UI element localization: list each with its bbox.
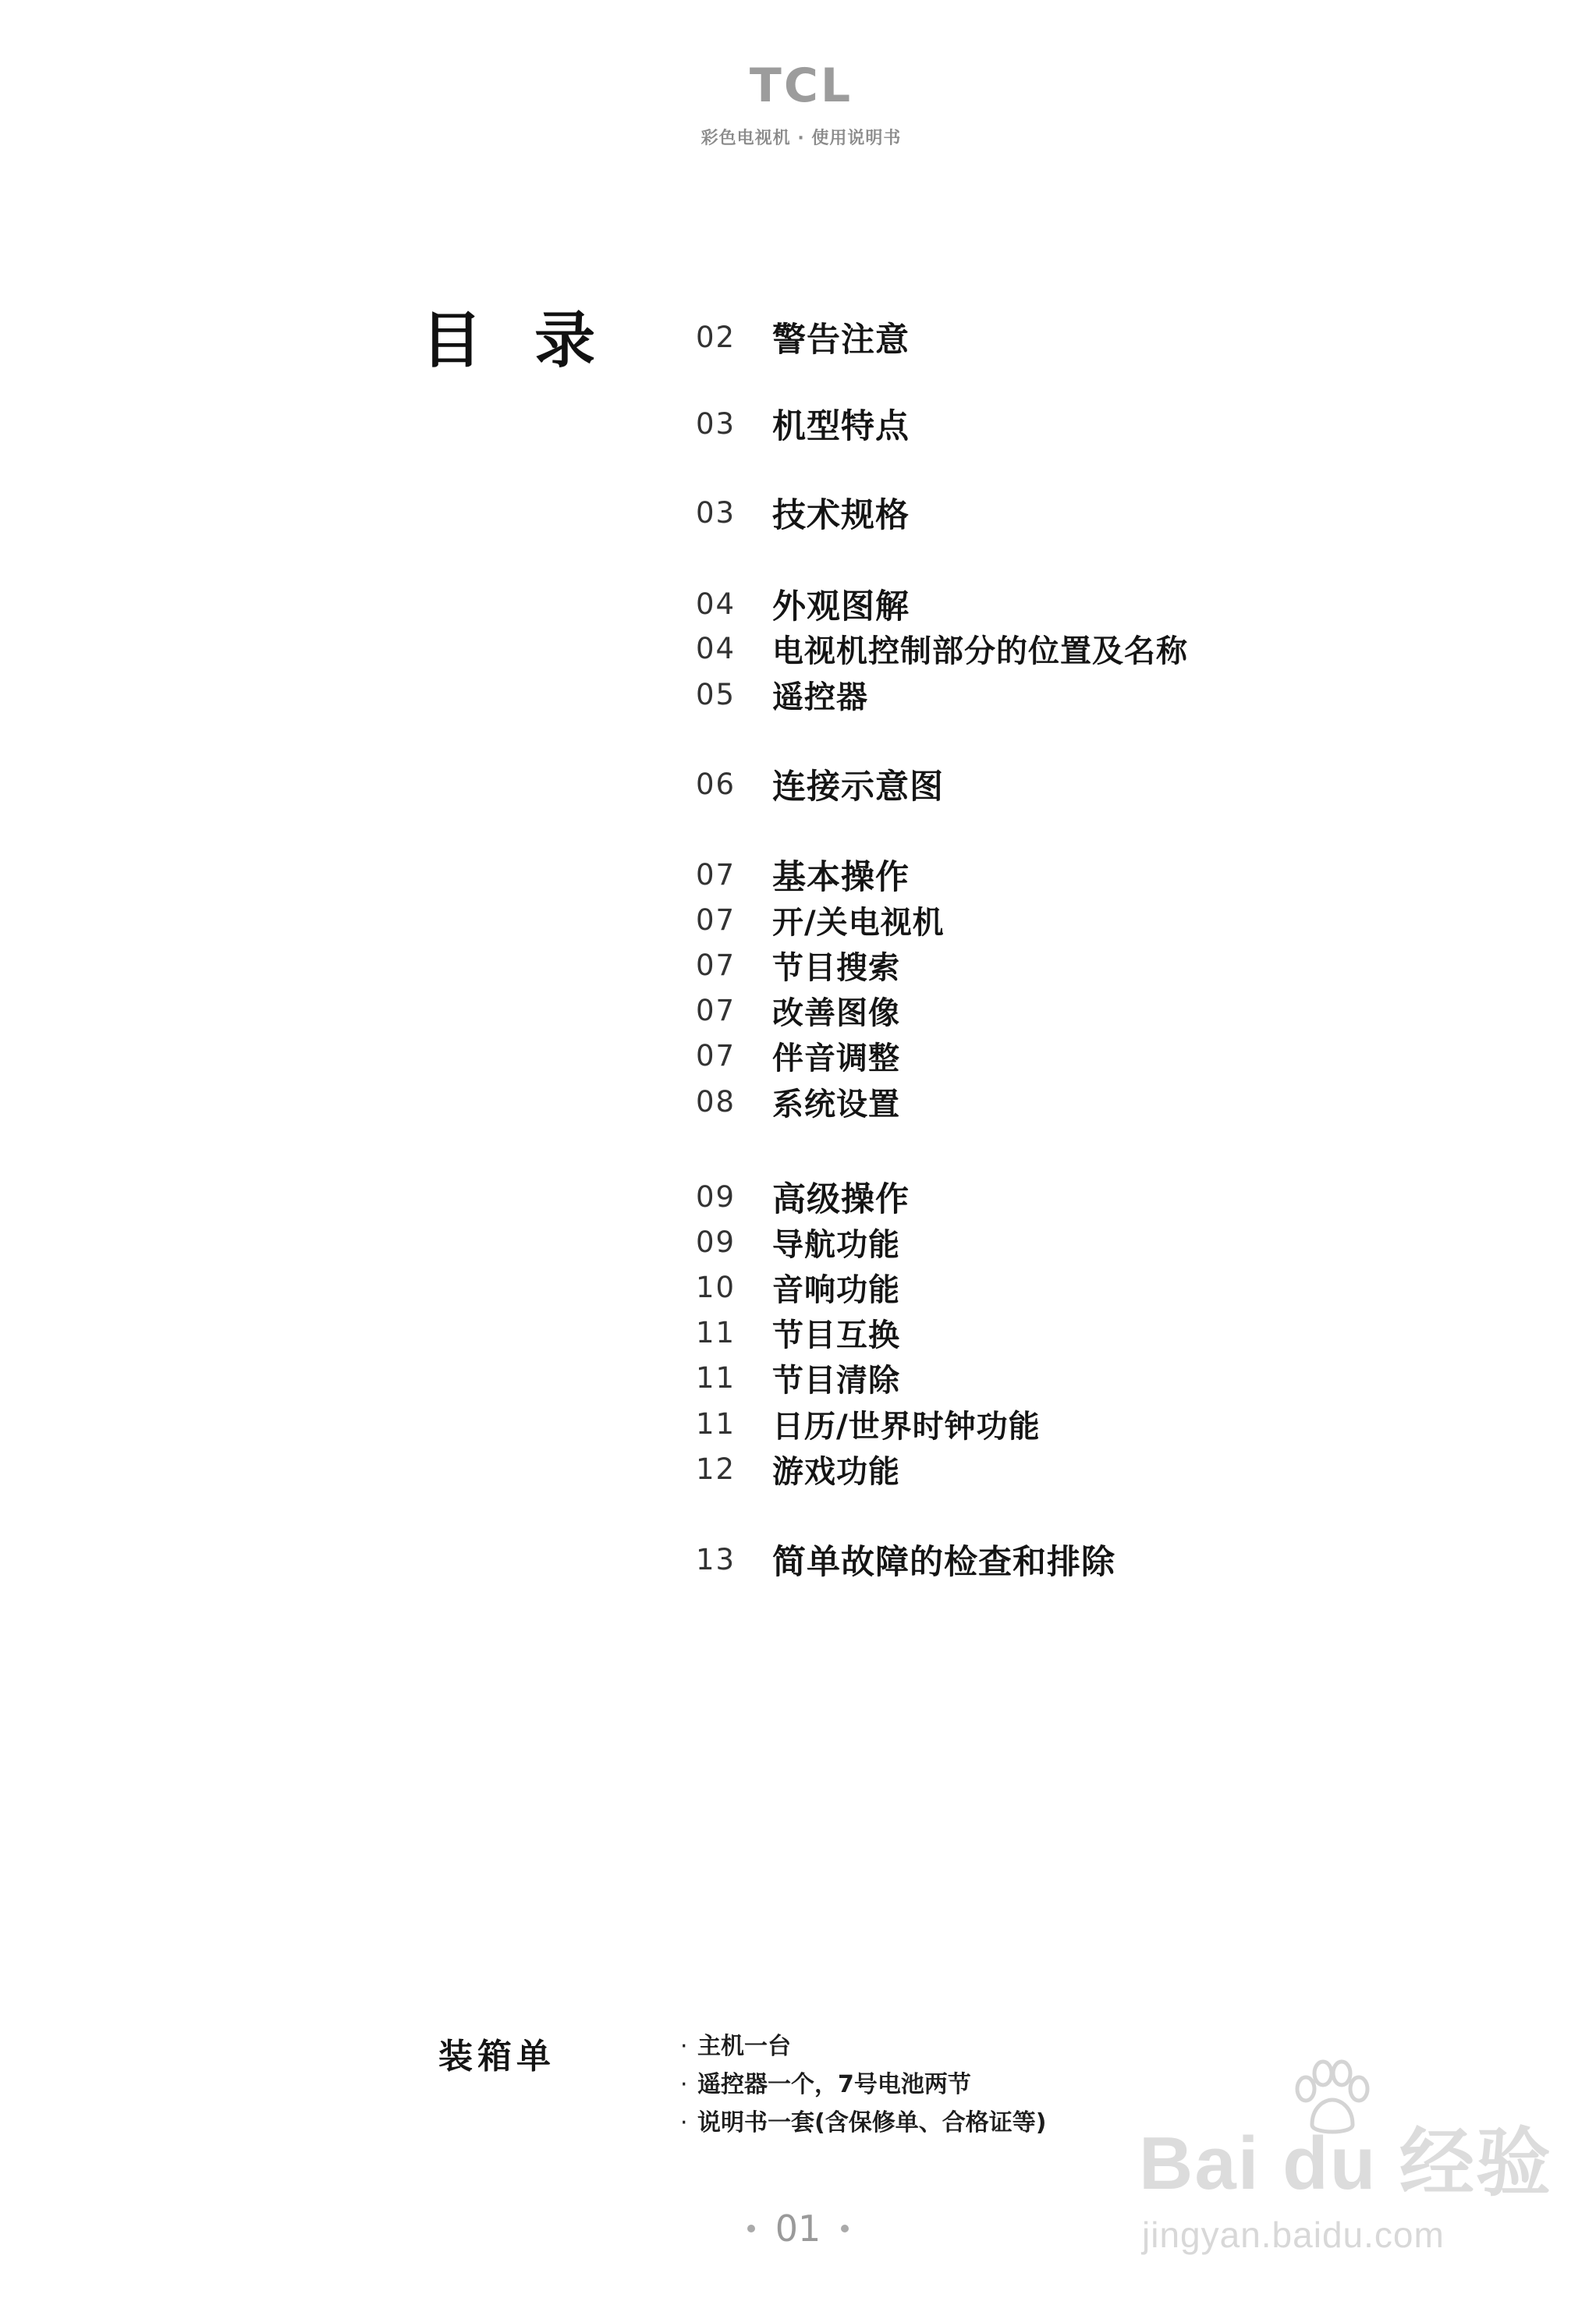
toc-entry-label: 机型特点 <box>772 406 910 446</box>
toc-entry-label: 高级操作 <box>772 1179 910 1219</box>
toc-page-number: 06 <box>696 767 736 801</box>
toc-entry[interactable] <box>696 1447 900 1491</box>
toc-entry-label: 改善图像 <box>772 995 900 1031</box>
toc-page-number: 11 <box>696 1315 736 1349</box>
packing-item-text: 主机一台 <box>697 2033 791 2060</box>
toc-entry-label: 导航功能 <box>772 1226 900 1263</box>
toc-entry[interactable] <box>696 672 868 716</box>
toc-entry[interactable] <box>696 1265 900 1309</box>
packing-item-text: 遥控器一个，7号电池两节 <box>697 2071 971 2098</box>
toc-page-number: 07 <box>696 1038 736 1073</box>
watermark-url: jingyan.baidu.com <box>1142 2215 1445 2255</box>
toc-page-number: 07 <box>696 857 736 892</box>
toc-title: 目 录 <box>421 306 612 376</box>
toc-entry[interactable] <box>696 402 910 445</box>
toc-page-number: 02 <box>696 320 736 354</box>
toc-entry-label: 音响功能 <box>772 1271 900 1308</box>
toc-page-number: 03 <box>696 406 736 441</box>
toc-entry[interactable] <box>696 1402 1041 1445</box>
dot-icon <box>841 2225 849 2232</box>
packing-list-item <box>680 2027 791 2061</box>
toc-page-number: 05 <box>696 677 736 711</box>
toc-entry-label: 节目清除 <box>772 1362 900 1399</box>
bullet-dot-icon: · <box>680 2109 688 2137</box>
toc-page-number: 11 <box>696 1406 736 1441</box>
toc-page-number: 04 <box>696 631 736 665</box>
toc-entry[interactable] <box>696 582 910 626</box>
dot-icon <box>747 2225 755 2232</box>
toc-entry-label: 节目搜索 <box>772 949 900 986</box>
toc-entry[interactable] <box>696 762 944 806</box>
toc-page-number: 12 <box>696 1452 736 1486</box>
toc-entry-label: 游戏功能 <box>772 1453 900 1490</box>
toc-entry-label: 伴音调整 <box>772 1040 900 1076</box>
page-number-text: 01 <box>775 2207 821 2250</box>
toc-page-number: 11 <box>696 1360 736 1395</box>
toc-entry-label: 电视机控制部分的位置及名称 <box>772 633 1188 669</box>
toc-entry[interactable] <box>696 491 910 534</box>
toc-entry[interactable] <box>696 988 900 1032</box>
toc-entry[interactable] <box>696 315 910 359</box>
toc-page-number: 13 <box>696 1542 736 1576</box>
packing-item-text: 说明书一套(含保修单、合格证等) <box>697 2109 1047 2137</box>
watermark-logo-text: Bai du 经验 <box>1139 2122 1553 2205</box>
bullet-dot-icon: · <box>680 2071 688 2098</box>
toc-page-number: 10 <box>696 1270 736 1304</box>
bullet-dot-icon: · <box>680 2033 688 2060</box>
toc-entry-label: 外观图解 <box>772 587 910 626</box>
toc-entry-label: 节目互换 <box>772 1317 900 1353</box>
toc-page-number: 04 <box>696 587 736 621</box>
toc-entry[interactable] <box>696 1175 910 1218</box>
manual-subtitle: 彩色电视机 · 使用说明书 <box>700 129 902 148</box>
toc-entry-label: 系统设置 <box>772 1086 900 1122</box>
toc-entry[interactable] <box>696 1310 900 1354</box>
toc-page-number: 09 <box>696 1225 736 1259</box>
packing-list-item <box>680 2065 971 2099</box>
brand-logo: TCL <box>749 59 853 113</box>
toc-page-number: 07 <box>696 902 736 937</box>
toc-entry-label: 连接示意图 <box>772 767 944 807</box>
page-number <box>733 2207 863 2250</box>
toc-entry[interactable] <box>696 1080 900 1123</box>
toc-entry-label: 技术规格 <box>772 495 910 535</box>
toc-entry[interactable] <box>696 1356 900 1399</box>
toc-page-number: 03 <box>696 495 736 530</box>
toc-entry-label: 开/关电视机 <box>772 904 945 941</box>
toc-page-number: 09 <box>696 1179 736 1214</box>
packing-list-item <box>680 2103 1046 2137</box>
toc-entry-label: 简单故障的检查和排除 <box>772 1542 1115 1582</box>
toc-entry[interactable] <box>696 626 1188 670</box>
toc-page-number: 07 <box>696 948 736 982</box>
toc-page-number: 08 <box>696 1084 736 1119</box>
toc-entry[interactable] <box>696 943 900 987</box>
packing-list-title: 装箱单 <box>438 2037 555 2076</box>
toc-entry[interactable] <box>696 1034 900 1077</box>
toc-entry[interactable] <box>696 898 945 942</box>
toc-entry-label: 遥控器 <box>772 679 868 715</box>
toc-page-number: 07 <box>696 993 736 1027</box>
baidu-jingyan-watermark <box>1139 2059 1553 2262</box>
toc-entry-label: 日历/世界时钟功能 <box>772 1408 1041 1445</box>
toc-entry[interactable] <box>696 853 910 896</box>
toc-entry[interactable] <box>696 1537 1115 1581</box>
toc-entry[interactable] <box>696 1220 900 1264</box>
toc-entry-label: 基本操作 <box>772 857 910 897</box>
toc-entry-label: 警告注意 <box>772 320 910 360</box>
